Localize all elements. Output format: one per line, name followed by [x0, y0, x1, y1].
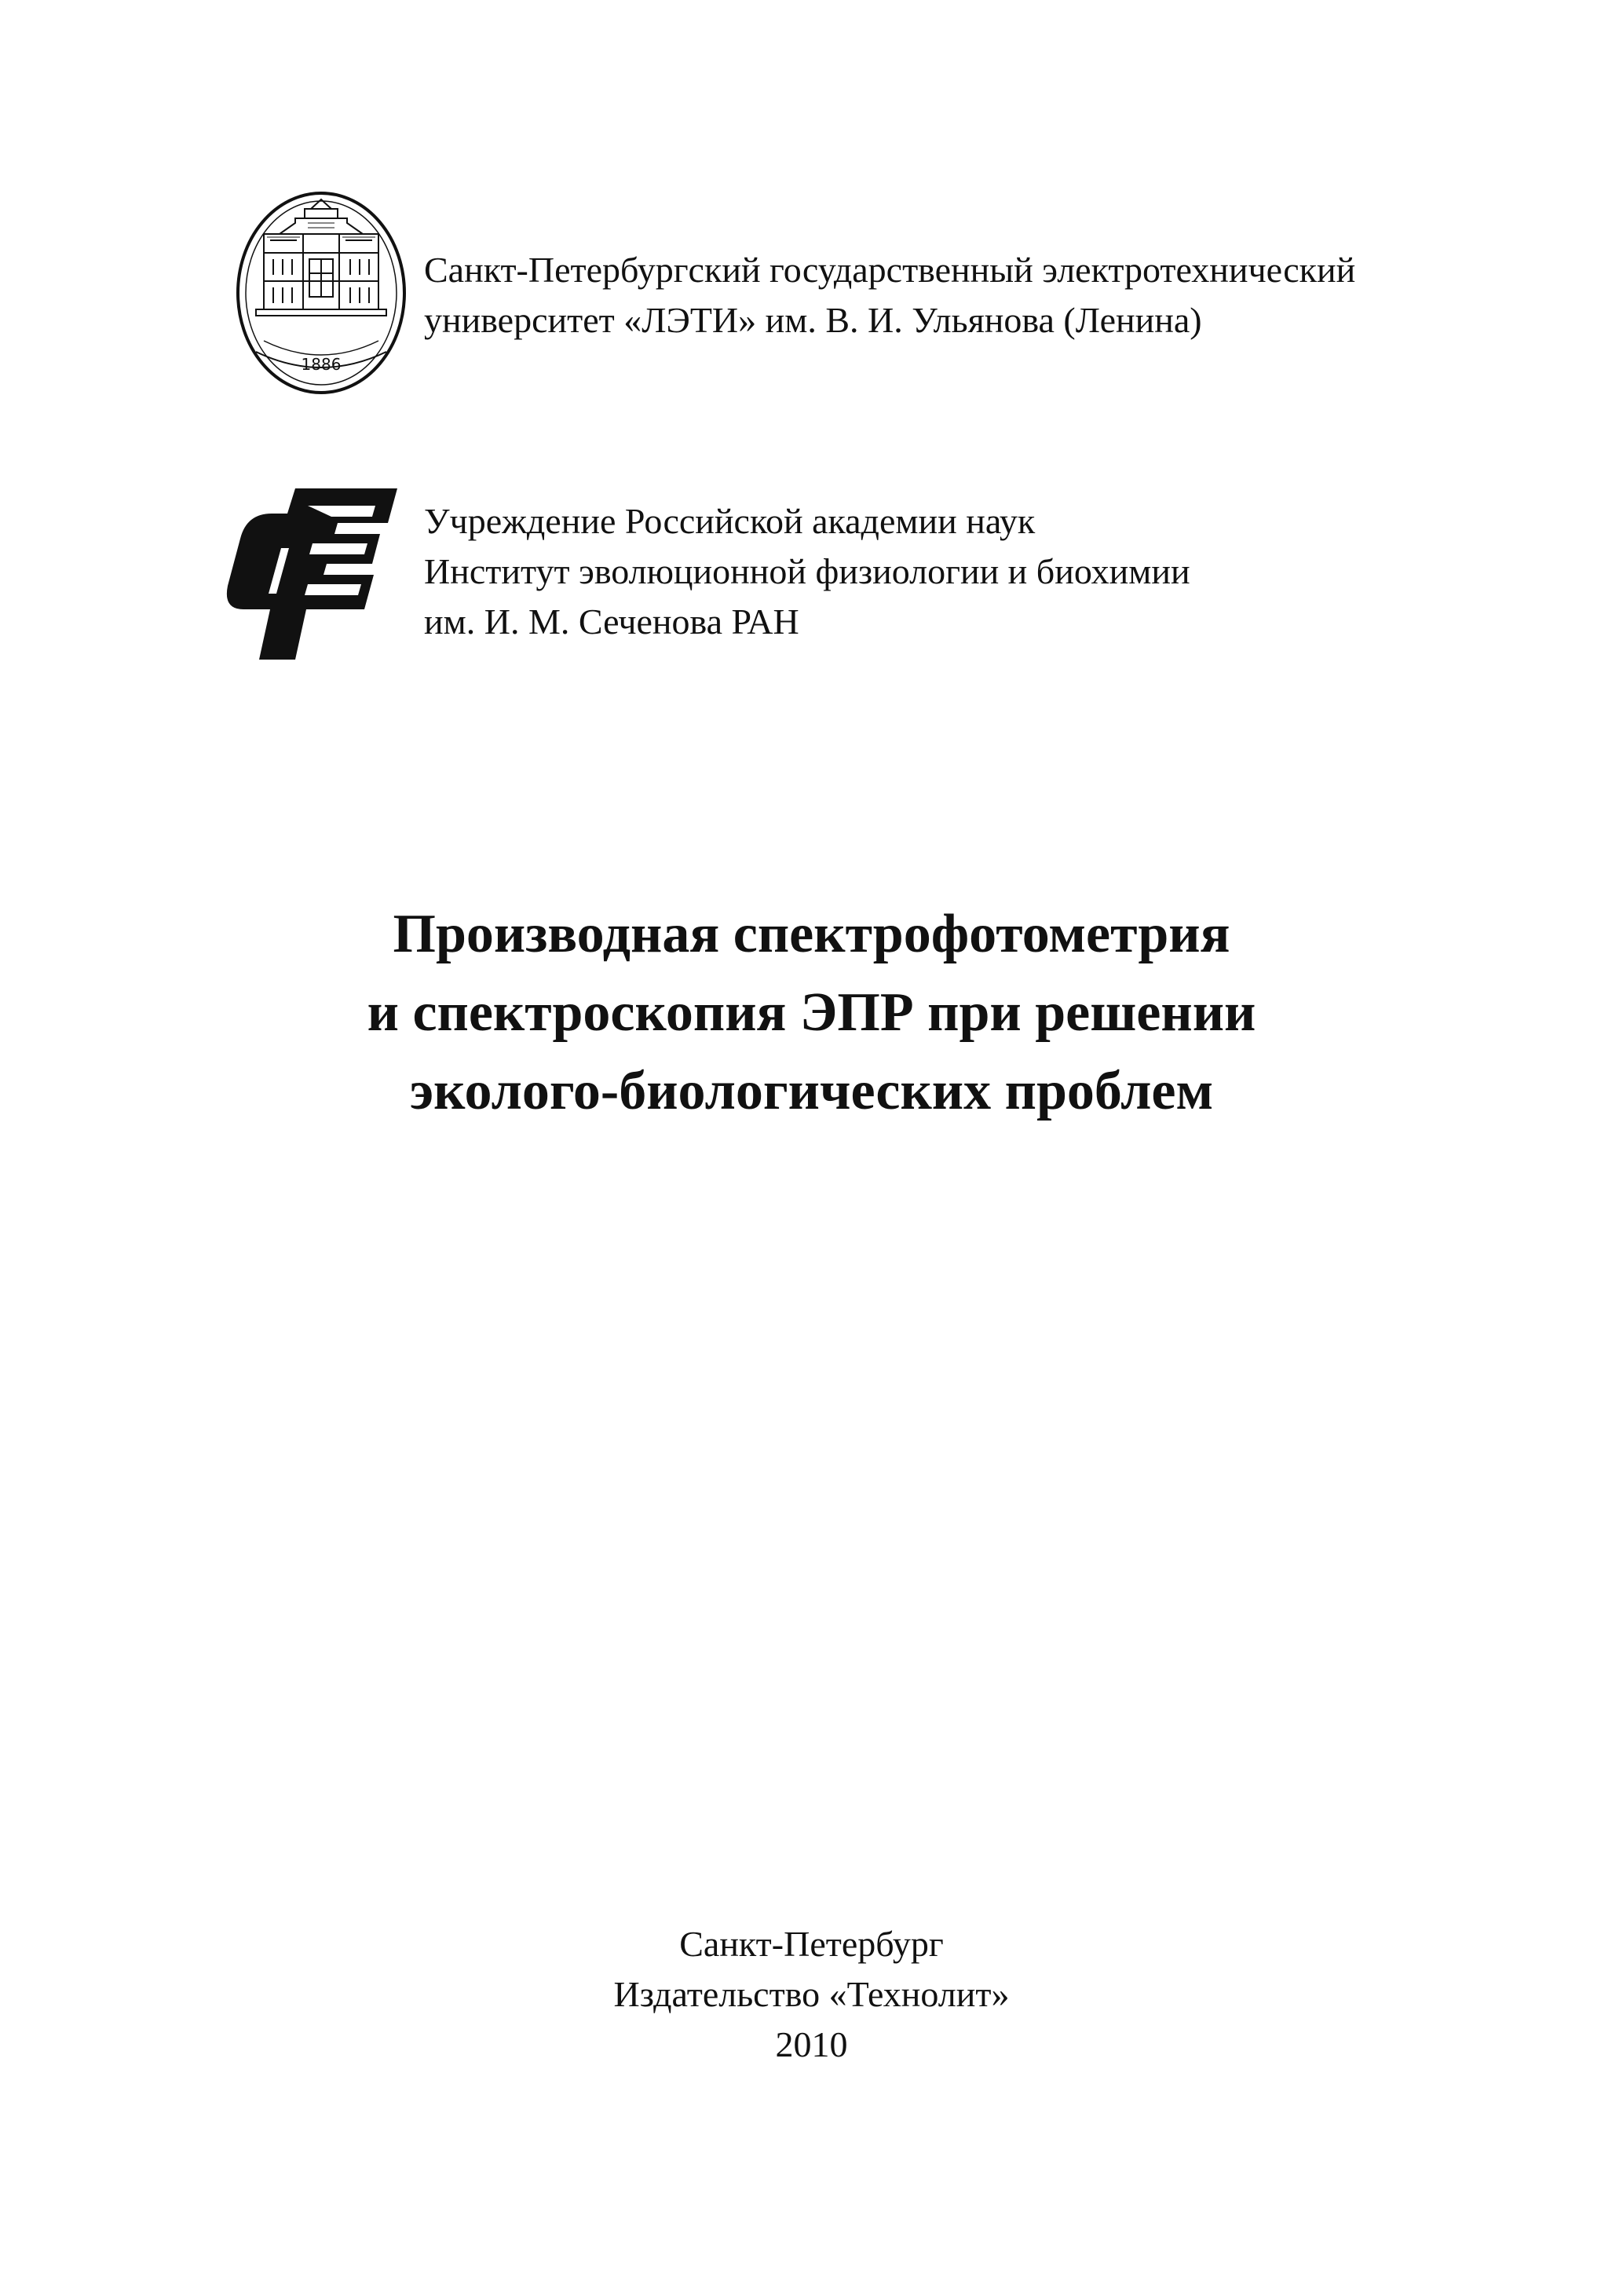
institute-name — [424, 496, 1190, 647]
book-title-line-1: Производная спектрофотометрия — [393, 904, 1230, 964]
imprint-city: Санкт-Петербург — [679, 1924, 944, 1964]
book-title-line-3: эколого-биологических проблем — [409, 1061, 1214, 1121]
imprint — [0, 1919, 1623, 2070]
university-name-line-1: Санкт-Петербургский государственный электротехнический — [424, 250, 1356, 290]
book-title-line-2: и спектроскопия ЭПР при решении — [367, 982, 1256, 1043]
book-title — [0, 895, 1623, 1131]
leti-university-seal-logo — [232, 187, 410, 399]
ras-institute-logo — [220, 482, 402, 664]
imprint-publisher: Издательство «Технолит» — [613, 1974, 1010, 2014]
university-name-line-2: университет «ЛЭТИ» им. В. И. Ульянова (Ленина) — [424, 300, 1202, 340]
institute-name-line-3: им. И. М. Сеченова РАН — [424, 601, 799, 642]
institute-name-line-2: Институт эволюционной физиологии и биохимии — [424, 551, 1190, 591]
university-name — [424, 245, 1355, 345]
institute-name-line-1: Учреждение Российской академии наук — [424, 501, 1036, 541]
logo-year-text: 1886 — [301, 355, 342, 374]
imprint-year: 2010 — [775, 2024, 848, 2064]
